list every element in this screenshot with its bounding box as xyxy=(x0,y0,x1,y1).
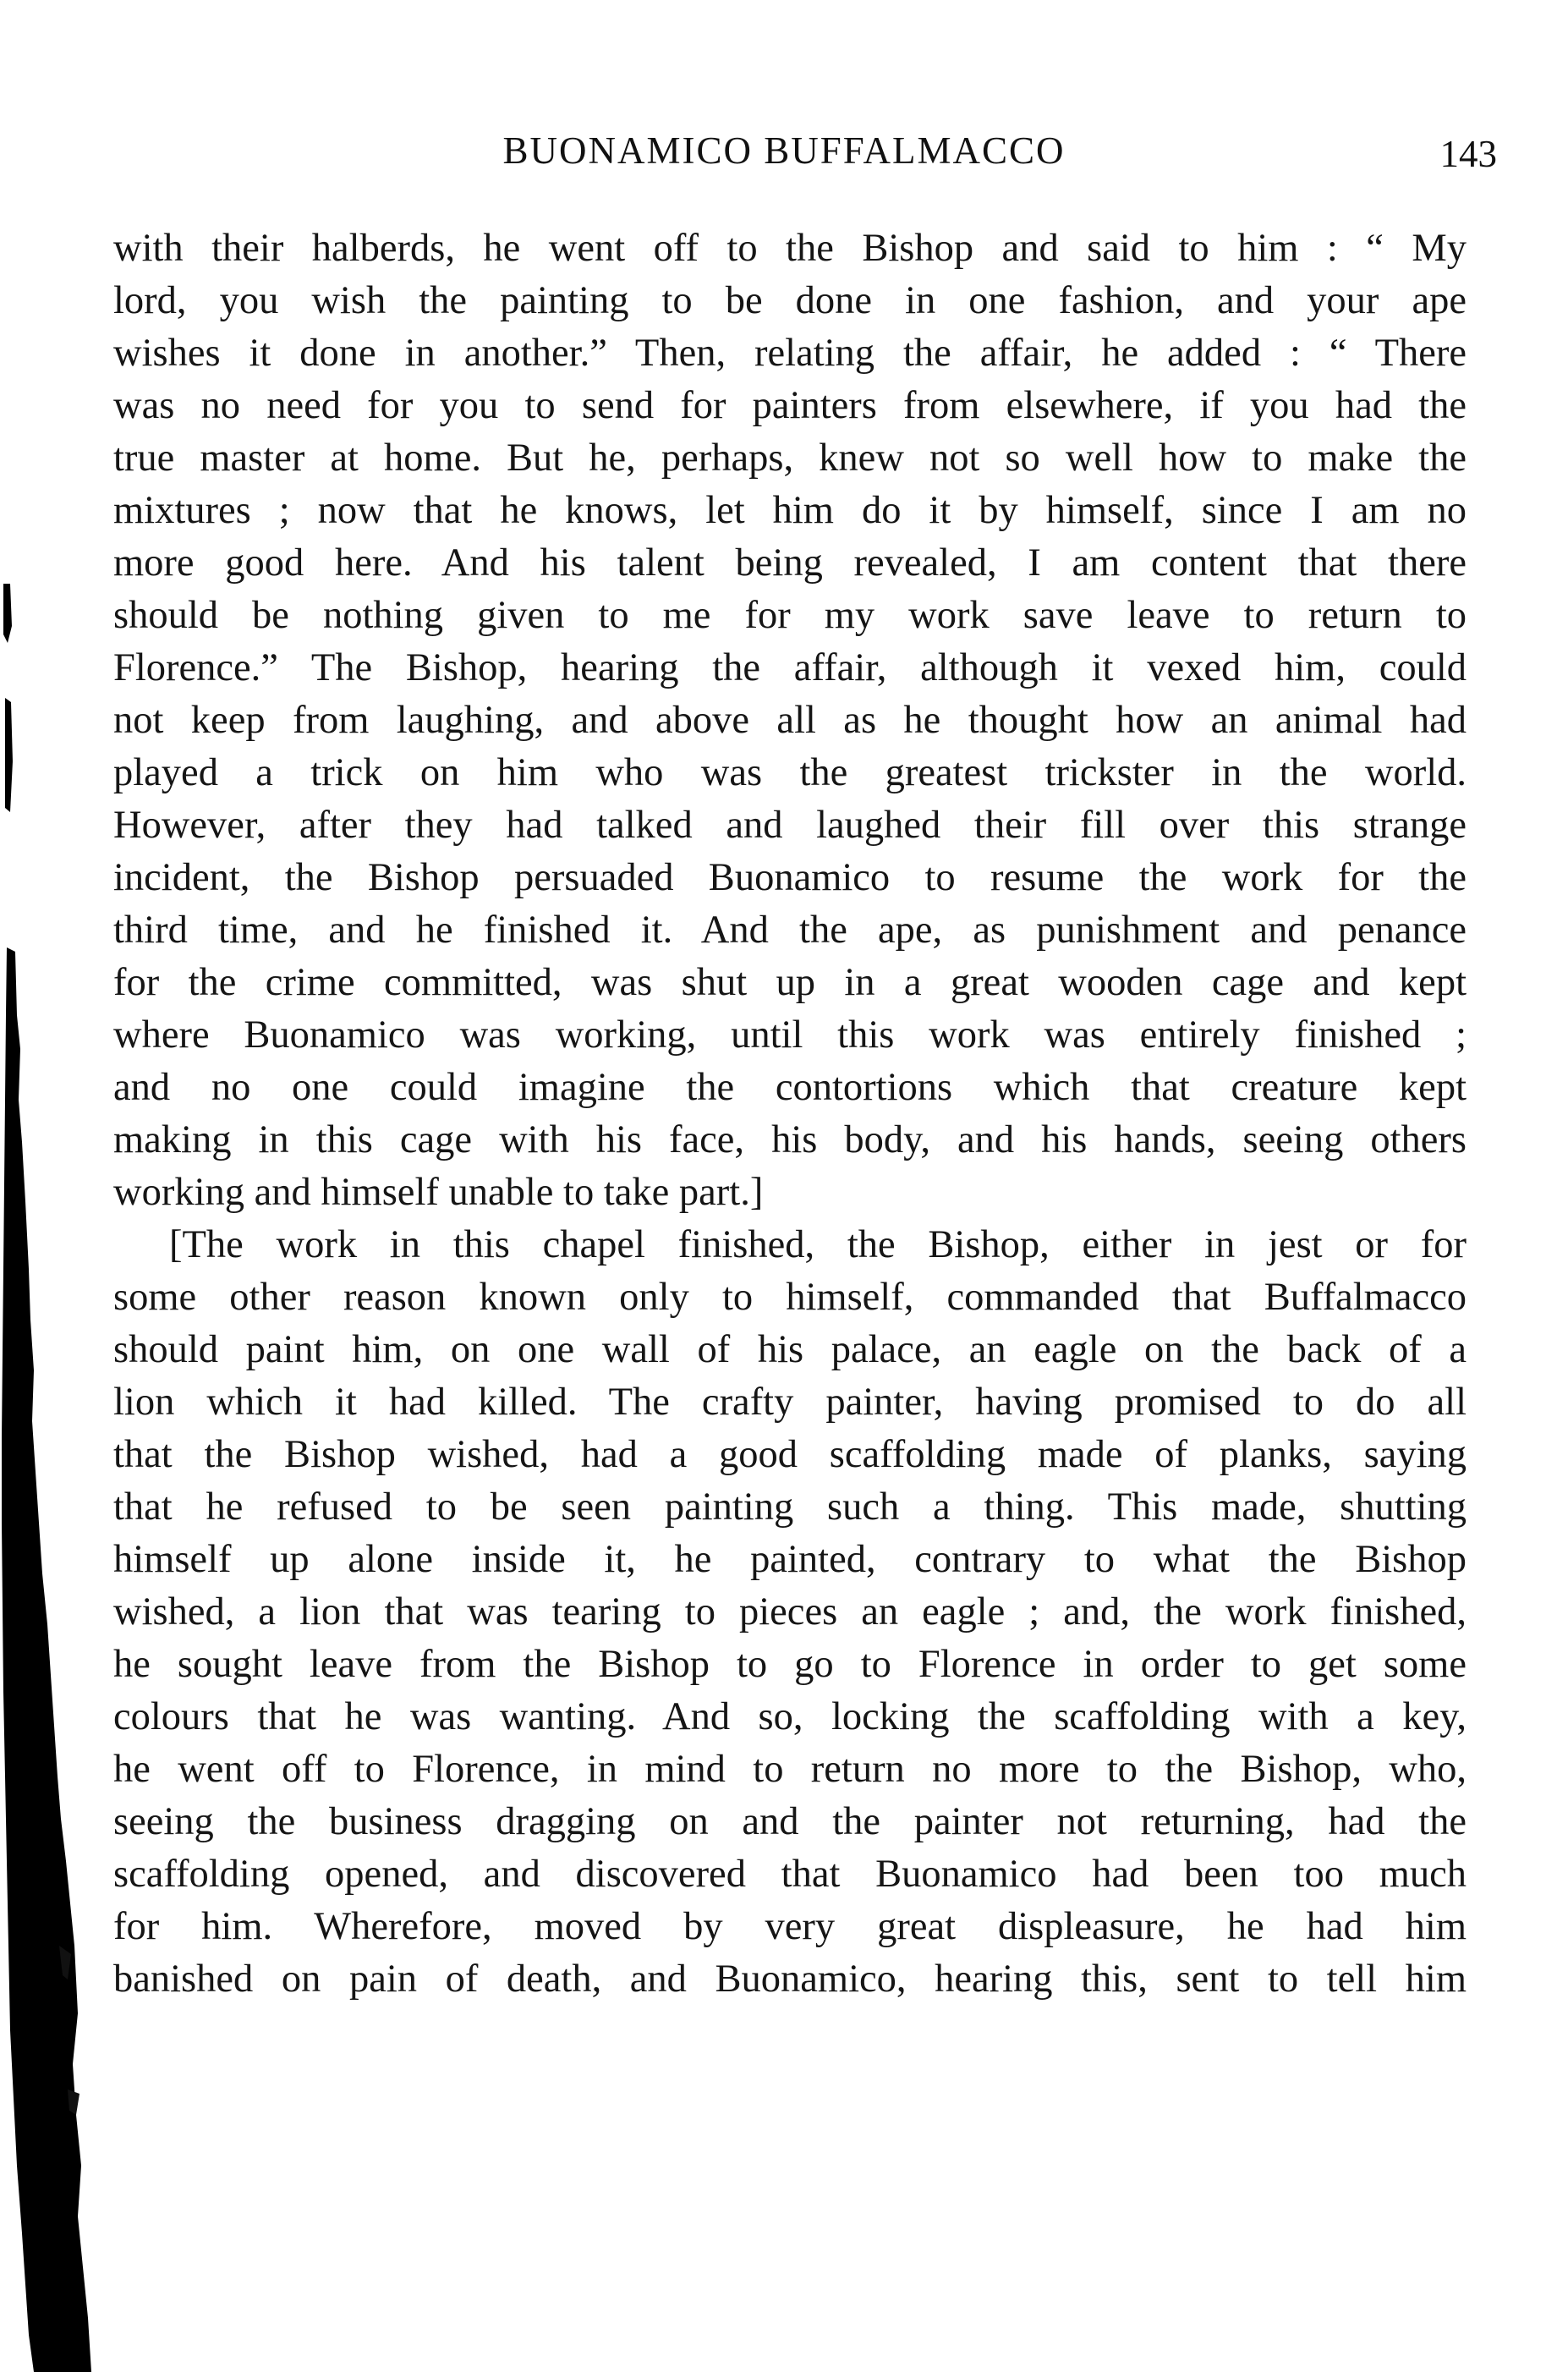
text-line: wished, a lion that was tearing to pieces an eagle ; and, the work finished, xyxy=(113,1590,1467,1633)
text-line: lord, you wish the painting to be done in one fashion, and your ape xyxy=(113,279,1467,322)
text-line: seeing the business dragging on and the painter not returning, had the xyxy=(113,1800,1467,1843)
text-line: wishes it done in another.” Then, relating the affair, he added : “ There xyxy=(113,332,1467,375)
text-line: and no one could imagine the contortions which that creature kept xyxy=(113,1066,1467,1109)
text-line: true master at home. But he, perhaps, knew not so well how to make the xyxy=(113,437,1467,480)
text-line: making in this cage with his face, his body, and his hands, seeing others xyxy=(113,1118,1467,1161)
page-number: 143 xyxy=(1439,133,1497,175)
text-line: However, after they had talked and laughed their fill over this strange xyxy=(113,804,1467,847)
text-line: he sought leave from the Bishop to go to Florence in order to get some xyxy=(113,1643,1467,1686)
text-line: [The work in this chapel finished, the Bishop, either in jest or for xyxy=(169,1223,1467,1266)
text-line: colours that he was wanting. And so, locking the scaffolding with a key, xyxy=(113,1695,1467,1738)
text-line: Florence.” The Bishop, hearing the affair, although it vexed him, could xyxy=(113,646,1467,689)
text-line: for him. Wherefore, moved by very great displeasure, he had him xyxy=(113,1905,1467,1948)
body-text xyxy=(113,222,1467,2006)
scanned-binding-edge xyxy=(0,0,93,2372)
text-line: some other reason known only to himself, commanded that Buffalmacco xyxy=(113,1276,1467,1319)
text-line: scaffolding opened, and discovered that Buonamico had been too much xyxy=(113,1853,1467,1896)
text-line: was no need for you to send for painters from elsewhere, if you had the xyxy=(113,384,1467,427)
paragraph-2 xyxy=(113,1219,1467,2006)
text-line: should be nothing given to me for my work save leave to return to xyxy=(113,594,1467,637)
paragraph-1 xyxy=(113,222,1467,1219)
text-line: banished on pain of death, and Buonamico, hearing this, sent to tell him xyxy=(113,1957,1467,2001)
text-line: lion which it had killed. The crafty painter, having promised to do all xyxy=(113,1381,1467,1424)
text-line: himself up alone inside it, he painted, contrary to what the Bishop xyxy=(113,1538,1467,1581)
text-line: with their halberds, he went off to the Bishop and said to him : “ My xyxy=(113,227,1467,270)
text-line: that the Bishop wished, had a good scaffolding made of planks, saying xyxy=(113,1433,1467,1476)
text-line: working and himself unable to take part.] xyxy=(113,1171,764,1214)
text-line: mixtures ; now that he knows, let him do it by himself, since I am no xyxy=(113,489,1467,532)
text-line: that he refused to be seen painting such a thing. This made, shutting xyxy=(113,1485,1467,1529)
text-line: he went off to Florence, in mind to return no more to the Bishop, who, xyxy=(113,1748,1467,1791)
text-line: third time, and he finished it. And the ape, as punishment and penance xyxy=(113,909,1467,952)
text-line: for the crime committed, was shut up in a great wooden cage and kept xyxy=(113,961,1467,1004)
text-line: more good here. And his talent being revealed, I am content that there xyxy=(113,541,1467,585)
running-header-title: BUONAMICO BUFFALMACCO xyxy=(502,129,1066,172)
text-line: where Buonamico was working, until this work was entirely finished ; xyxy=(113,1013,1467,1057)
text-line: should paint him, on one wall of his palace, an eagle on the back of a xyxy=(113,1328,1467,1371)
text-line: incident, the Bishop persuaded Buonamico to resume the work for the xyxy=(113,856,1467,899)
text-line: not keep from laughing, and above all as he thought how an animal had xyxy=(113,699,1467,742)
text-line: played a trick on him who was the greatest trickster in the world. xyxy=(113,751,1467,794)
